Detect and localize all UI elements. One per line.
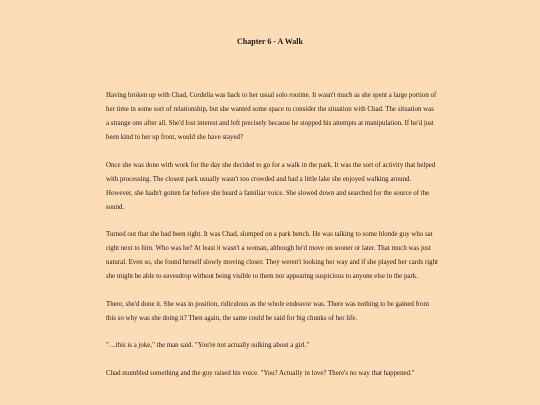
paragraph: Chad mumbled something and the guy raised his voice. "You? Actually in love? There's no way that happened." xyxy=(106,369,415,377)
paragraph: Once she was done with work for the day she decided to go for a walk in the park. It was the sort of activity that helped with processing. The closest park usually wasn't too crowded and had a little lake she enjoyed walking around. However, she hadn't gotten far before she heard a familiar voice. She slowed down and searched for the source of the sound. xyxy=(106,161,436,211)
paragraph: Turned out that she had been right. It was Chad, slumped on a park bench. He was talking to some blonde guy who sat right next to him. Who was he? At least it wasn't a woman, although he'd move on sooner or later. That much was just natural. Even so, she found herself slowly moving closer. They weren't looking her way and if she played her cards right she might be able to eavesdrop without being visible to them nor appearing suspicious to anyone else in the park. xyxy=(106,231,438,280)
chapter-title: Chapter 6 - A Walk xyxy=(237,37,303,46)
chapter-body xyxy=(106,89,438,394)
paragraph: Having broken up with Chad, Cordelia was back to her usual solo routine. It wasn't much as she spent a large portion of her time in some sort of relationship, but she wanted some space to consider the situation with Chad. The situation was a strange one after all. She'd lost interest and left precisely because he stopped his attempts at manipulation. If he'd just been kind to her up front, would she have stayed? xyxy=(106,92,437,141)
paragraph: There, she'd done it. She was in position, ridiculous as the whole endeavor was. There was nothing to be gained from this so why was she doing it? Then again, the same could be said for big chunks of her life. xyxy=(106,300,429,322)
paragraph: "…this is a joke," the man said. "You're not actually sulking about a girl." xyxy=(106,342,310,349)
